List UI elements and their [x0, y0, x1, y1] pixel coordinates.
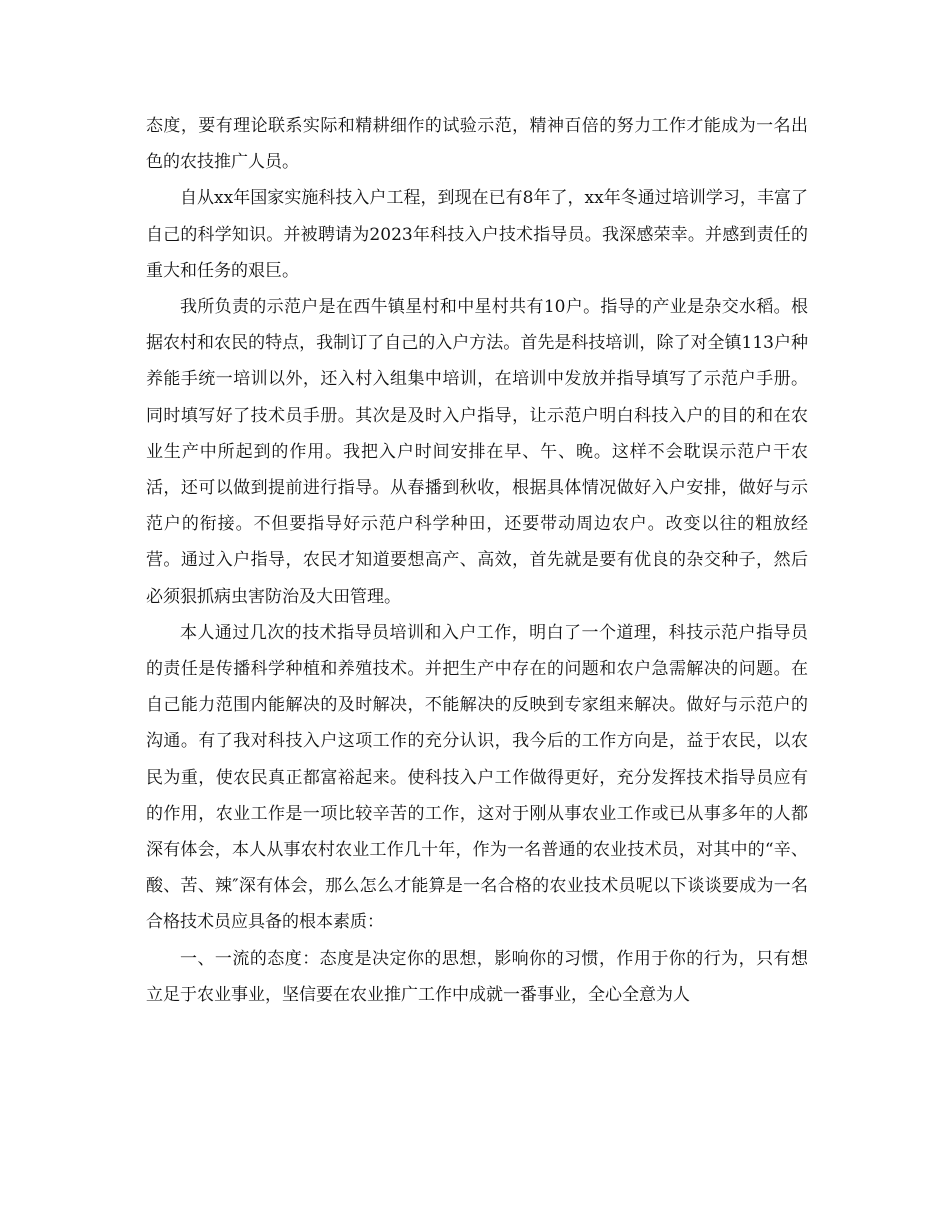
paragraph-2: 自从xx年国家实施科技入户工程，到现在已有8年了，xx年冬通过培训学习，丰富了自己的科学知识。并被聘请为2023年科技入户技术指导员。我深感荣幸。并感到责任的重大和任务的艰巨。: [146, 188, 808, 281]
document-page: [146, 108, 808, 1013]
paragraph-1: 态度，要有理论联系实际和精耕细作的试验示范，精神百倍的努力工作才能成为一名出色的农技推广人员。: [146, 116, 808, 173]
paragraph-4: 本人通过几次的技术指导员培训和入户工作，明白了一个道理，科技示范户指导员的责任是传播科学种植和养殖技术。并把生产中存在的问题和农户急需解决的问题。在自己能力范围内能解决的及时解决，不能解决的反映到专家组来解决。做好与示范户的沟通。有了我对科技入户这项工作的充分认识，我今后的工作方向是，益于农民，以农民为重，使农民真正都富裕起来。使科技入户工作做得更好，充分发挥技术指导员应有的作用，农业工作是一项比较辛苦的工作，这对于刚从事农业工作或已从事多年的人都深有体会，本人从事农村农业工作几十年，作为一名普通的农业技术员，对其中的“辛、酸、苦、辣″深有体会，那么怎么才能算是一名合格的农业技术员呢以下谈谈要成为一名合格技术员应具备的根本素质：: [146, 622, 808, 933]
paragraph-3: 我所负责的示范户是在西牛镇星村和中星村共有10户。指导的产业是杂交水稻。根据农村和农民的特点，我制订了自己的入户方法。首先是科技培训，除了对全镇113户种养能手统一培训以外，还入村入组集中培训，在培训中发放并指导填写了示范户手册。同时填写好了技术员手册。其次是及时入户指导，让示范户明白科技入户的目的和在农业生产中所起到的作用。我把入户时间安排在早、午、晚。这样不会耽误示范户干农活，还可以做到提前进行指导。从春播到秋收，根据具体情况做好入户安排，做好与示范户的衔接。不但要指导好示范户科学种田，还要带动周边农户。改变以往的粗放经营。通过入户指导，农民才知道要想高产、高效，首先就是要有优良的杂交种子，然后必须狠抓病虫害防治及大田管理。: [146, 297, 808, 607]
paragraph-5: 一、一流的态度：态度是决定你的思想，影响你的习惯，作用于你的行为，只有想立足于农业事业，坚信要在农业推广工作中成就一番事业，全心全意为人: [146, 948, 808, 1005]
